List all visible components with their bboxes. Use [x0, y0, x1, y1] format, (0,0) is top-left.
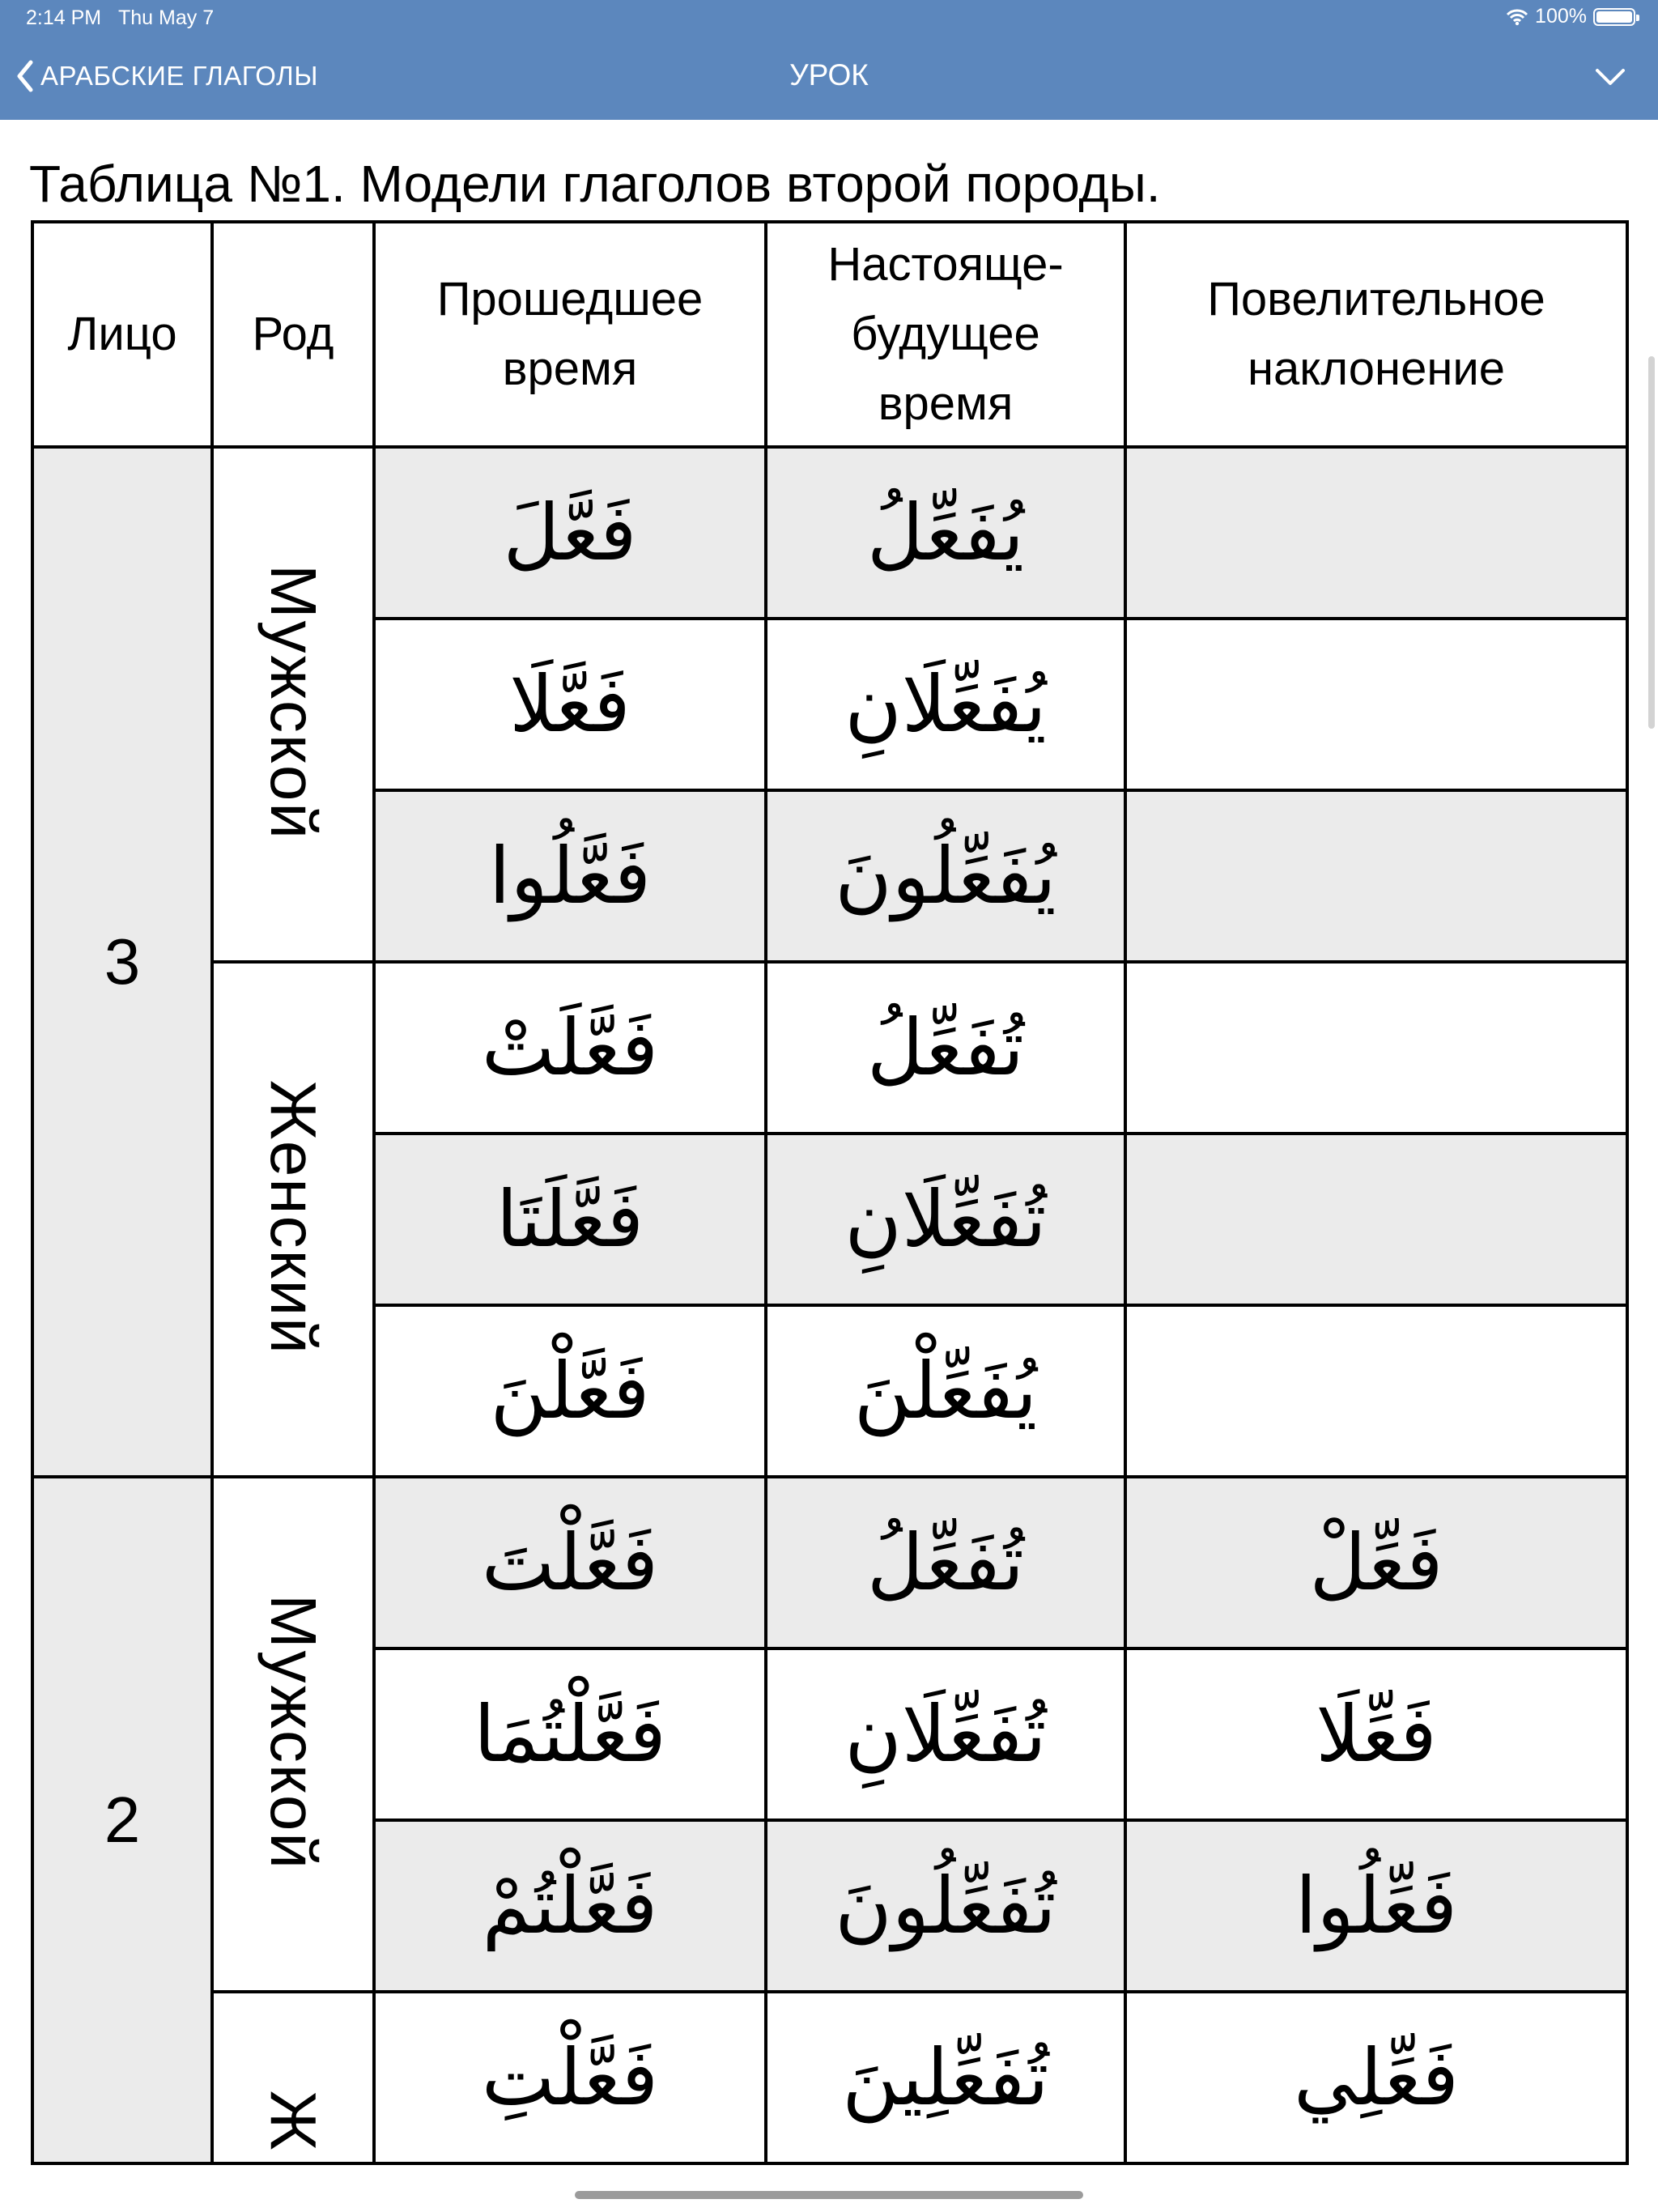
scrollbar[interactable]	[1648, 356, 1655, 729]
past-cell	[374, 1992, 766, 2163]
present-form: تُفَعِّلُ	[866, 1517, 1025, 1608]
present-form: يُفَعِّلُ	[866, 487, 1025, 578]
gender-cell	[212, 447, 374, 962]
gender-cell	[212, 1477, 374, 1992]
past-form: فَعَّلَا	[509, 659, 631, 750]
imperative-cell	[1125, 962, 1627, 1134]
wifi-icon	[1506, 8, 1528, 26]
present-cell	[766, 1820, 1125, 1992]
past-form: فَعَّلْنَ	[490, 1346, 650, 1436]
gender-cell	[212, 1992, 374, 2163]
present-form: تُفَعِّلِينَ	[842, 2032, 1049, 2123]
header-imperative-line: Повелительное	[1207, 273, 1545, 325]
imperative-cell	[1125, 1477, 1627, 1648]
imperative-form: فَعِّلُوا	[1295, 1861, 1458, 1951]
chevron-down-icon[interactable]	[1595, 68, 1626, 86]
past-form: فَعَّلَتَا	[495, 1174, 644, 1265]
header-present-line: Настояще-	[827, 238, 1064, 291]
header-present	[766, 222, 1125, 447]
present-cell	[766, 962, 1125, 1134]
table-row	[32, 962, 1627, 1134]
header-past-line: Прошедшее	[436, 273, 704, 325]
present-cell	[766, 447, 1125, 619]
present-cell	[766, 619, 1125, 790]
home-indicator[interactable]	[575, 2191, 1083, 2199]
present-cell	[766, 1134, 1125, 1305]
imperative-cell	[1125, 447, 1627, 619]
battery-icon	[1593, 8, 1635, 26]
past-cell	[374, 447, 766, 619]
header-imperative-line: наклонение	[1247, 342, 1506, 395]
imperative-form: فَعِّلَا	[1316, 1689, 1437, 1780]
present-form: تُفَعِّلَانِ	[844, 1174, 1047, 1265]
past-cell	[374, 1477, 766, 1648]
imperative-form: فَعِّلْ	[1309, 1517, 1443, 1608]
present-form: يُفَعِّلَانِ	[844, 659, 1047, 750]
present-form: تُفَعِّلُ	[866, 1002, 1025, 1093]
past-cell	[374, 1305, 766, 1477]
past-form: فَعَّلَ	[503, 487, 637, 578]
gender-label: Женский	[257, 1080, 329, 1355]
header-present-line: время	[878, 377, 1014, 430]
person-cell: 2	[32, 1477, 212, 2163]
past-form: فَعَّلْتُمَا	[474, 1689, 666, 1780]
gender-label: Ж	[257, 2091, 329, 2152]
gender-label: Мужской	[257, 1594, 329, 1871]
present-cell	[766, 1648, 1125, 1820]
present-form: تُفَعِّلُونَ	[835, 1861, 1056, 1951]
status-time: 2:14 PM	[26, 6, 102, 29]
past-cell	[374, 1820, 766, 1992]
verb-table	[31, 220, 1629, 2165]
past-form: فَعَّلَتْ	[481, 1002, 659, 1093]
table-row	[32, 1477, 1627, 1648]
imperative-cell	[1125, 1134, 1627, 1305]
present-cell	[766, 1992, 1125, 2163]
header-row	[32, 222, 1627, 447]
gender-cell	[212, 962, 374, 1477]
person-cell: 3	[32, 447, 212, 1477]
past-cell	[374, 962, 766, 1134]
imperative-cell	[1125, 1992, 1627, 2163]
past-cell	[374, 790, 766, 962]
imperative-cell	[1125, 790, 1627, 962]
past-cell	[374, 1648, 766, 1820]
header-gender: Род	[212, 222, 374, 447]
present-form: يُفَعِّلُونَ	[835, 831, 1056, 921]
past-form: فَعَّلْتُمْ	[482, 1861, 658, 1951]
present-form: يُفَعِّلْنَ	[853, 1346, 1038, 1436]
table-row	[32, 1992, 1627, 2163]
past-form: فَعَّلْتَ	[481, 1517, 659, 1608]
present-cell	[766, 1305, 1125, 1477]
past-form: فَعَّلُوا	[488, 831, 652, 921]
table-row	[32, 447, 1627, 619]
header-past-line: время	[502, 342, 638, 395]
header-person: Лицо	[32, 222, 212, 447]
top-bar	[0, 0, 1658, 120]
present-cell	[766, 790, 1125, 962]
imperative-cell	[1125, 619, 1627, 790]
past-form: فَعَّلْتِ	[481, 2032, 659, 2123]
present-cell	[766, 1477, 1125, 1648]
header-past	[374, 222, 766, 447]
imperative-cell	[1125, 1648, 1627, 1820]
nav-title: УРОК	[789, 58, 869, 91]
present-form: تُفَعِّلَانِ	[844, 1689, 1047, 1780]
status-right	[1506, 5, 1635, 28]
back-button-label: АРАБСКИЕ ГЛАГОЛЫ	[40, 61, 318, 91]
gender-label: Мужской	[257, 564, 329, 841]
past-cell	[374, 1134, 766, 1305]
table-caption: Таблица №1. Модели глаголов второй породы.	[29, 155, 1161, 213]
header-present-line: будущее	[851, 308, 1040, 360]
imperative-form: فَعِّلِي	[1294, 2032, 1459, 2123]
battery-percent: 100%	[1535, 5, 1587, 28]
imperative-cell	[1125, 1820, 1627, 1992]
past-cell	[374, 619, 766, 790]
imperative-cell	[1125, 1305, 1627, 1477]
status-date: Thu May 7	[118, 6, 215, 29]
header-imperative	[1125, 222, 1627, 447]
